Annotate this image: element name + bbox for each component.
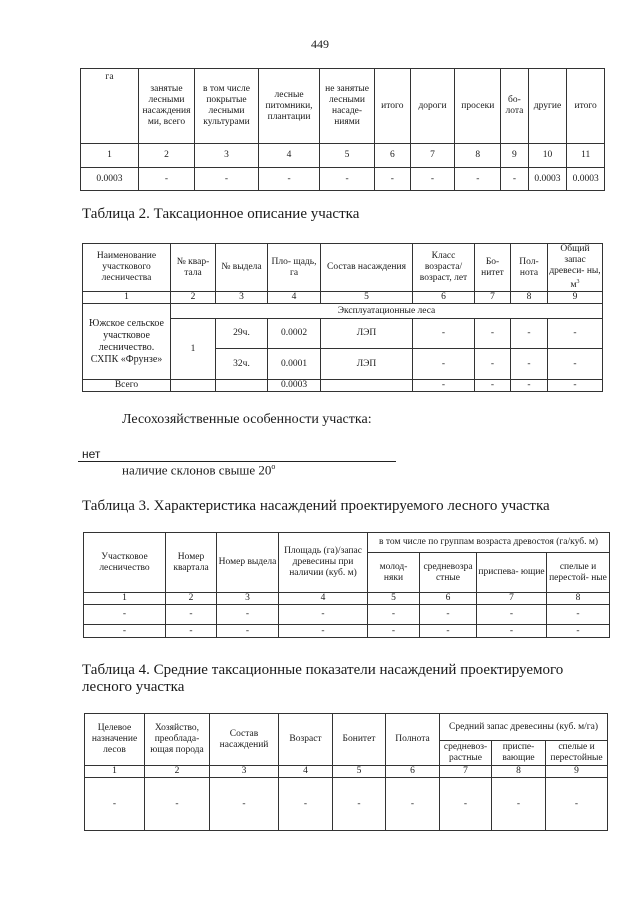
header-cell: другие: [528, 69, 567, 144]
data-cell: -: [217, 625, 279, 638]
data-cell: -: [368, 605, 420, 625]
data-cell: -: [386, 778, 440, 831]
land-table: [80, 68, 605, 191]
number-cell: 3: [217, 593, 279, 605]
group-header: в том числе по группам возраста древостоя (га/куб. м): [368, 533, 610, 553]
total-bonitet: -: [475, 380, 511, 392]
data-cell: -: [210, 778, 279, 831]
density-cell: -: [511, 319, 548, 349]
header-cell: Бо- нитет: [475, 244, 511, 292]
data-cell: -: [320, 168, 375, 191]
table-header-row: [83, 244, 603, 292]
number-cell: 4: [279, 766, 333, 778]
header-cell: Бонитет: [333, 714, 386, 766]
data-cell: -: [492, 778, 546, 831]
number-cell: 9: [546, 766, 608, 778]
table3-title: Таблица 3. Характеристика насаждений проектируемого лесного участка: [82, 498, 550, 514]
subheader-cell: средневозра стные: [420, 553, 477, 593]
features-value: нет: [82, 447, 101, 461]
header-cell: занятые лесными насаждения ми, всего: [138, 69, 194, 144]
column-number-row: [84, 593, 610, 605]
data-cell: -: [420, 605, 477, 625]
number-cell: 1: [84, 593, 166, 605]
header-cell: Площадь (га)/запас древесины при наличии (куб. м): [279, 533, 368, 593]
data-cell: -: [166, 625, 217, 638]
table-row: [81, 168, 605, 191]
number-cell: 4: [259, 144, 320, 168]
data-cell: -: [368, 625, 420, 638]
header-cell: Наименование участкового лесничества: [83, 244, 171, 292]
subheader-cell: спелые и перестойные: [546, 741, 608, 766]
section-label: Эксплуатационные леса: [171, 304, 603, 319]
header-cell: Номер выдела: [217, 533, 279, 593]
number-cell: 2: [166, 593, 217, 605]
data-cell: -: [477, 605, 547, 625]
number-cell: 7: [475, 292, 511, 304]
number-cell: 4: [279, 593, 368, 605]
table-header-row: [84, 533, 610, 553]
table-header-row: [85, 714, 608, 741]
number-cell: 8: [455, 144, 501, 168]
data-cell: -: [279, 778, 333, 831]
features-heading: Лесохозяйственные особенности участка:: [122, 412, 372, 427]
number-cell: 2: [171, 292, 216, 304]
header-cell: Пол- нота: [511, 244, 548, 292]
forest-name-cell: Южское сельское участковое лесничество. СХПК «Фрунзе»: [83, 304, 171, 380]
header-cell: в том числе покрытые лесными культурами: [194, 69, 258, 144]
caption-text: наличие склонов свыше 20: [122, 462, 272, 478]
header-cell: Состав насаждений: [210, 714, 279, 766]
data-cell: -: [138, 168, 194, 191]
number-cell: 1: [81, 144, 139, 168]
number-cell: 2: [138, 144, 194, 168]
header-text: Общий запас древеси- ны, м: [549, 244, 601, 291]
number-cell: 3: [194, 144, 258, 168]
number-cell: 2: [145, 766, 210, 778]
header-cell: Состав насаждения: [321, 244, 413, 292]
table-row: [84, 605, 610, 625]
number-cell: 10: [528, 144, 567, 168]
age-cell: -: [413, 319, 475, 349]
header-cell: итого: [567, 69, 605, 144]
header-cell: Номер квартала: [166, 533, 217, 593]
header-cell: Класс возраста/ возраст, лет: [413, 244, 475, 292]
data-cell: 0.0003: [81, 168, 139, 191]
total-area: 0.0003: [268, 380, 321, 392]
header-cell: Пло- щадь, га: [268, 244, 321, 292]
total-row: [83, 380, 603, 392]
data-cell: -: [501, 168, 528, 191]
number-cell: 8: [547, 593, 610, 605]
density-cell: -: [511, 349, 548, 380]
empty-cell: [216, 380, 268, 392]
number-cell: 5: [321, 292, 413, 304]
empty-cell: [321, 380, 413, 392]
data-cell: -: [477, 625, 547, 638]
number-cell: 8: [492, 766, 546, 778]
superscript: 3: [576, 279, 580, 285]
table-row: [84, 625, 610, 638]
column-number-row: [85, 766, 608, 778]
number-cell: 7: [440, 766, 492, 778]
stock-cell: -: [548, 349, 603, 380]
table2-title: Таблица 2. Таксационное описание участка: [82, 206, 360, 222]
number-cell: 7: [477, 593, 547, 605]
header-cell: [548, 244, 603, 292]
data-cell: -: [194, 168, 258, 191]
group-header: Средний запас древесины (куб. м/га): [440, 714, 608, 741]
data-cell: -: [547, 625, 610, 638]
column-number-row: [81, 144, 605, 168]
age-cell: -: [413, 349, 475, 380]
subheader-cell: молод- няки: [368, 553, 420, 593]
number-cell: 5: [333, 766, 386, 778]
data-cell: 0.0003: [528, 168, 567, 191]
data-cell: -: [455, 168, 501, 191]
number-cell: 11: [567, 144, 605, 168]
number-cell: 9: [548, 292, 603, 304]
data-cell: -: [145, 778, 210, 831]
column-number-row: [83, 292, 603, 304]
number-cell: 4: [268, 292, 321, 304]
table4-title: [82, 662, 563, 696]
subheader-cell: приспе- вающие: [492, 741, 546, 766]
data-cell: -: [546, 778, 608, 831]
total-stock: -: [548, 380, 603, 392]
number-cell: 6: [386, 766, 440, 778]
data-cell: 0.0003: [567, 168, 605, 191]
composition-cell: ЛЭП: [321, 319, 413, 349]
vydel-cell: 29ч.: [216, 319, 268, 349]
header-cell: лесные питомники, плантации: [259, 69, 320, 144]
data-cell: -: [547, 605, 610, 625]
subheader-cell: приспева- ющие: [477, 553, 547, 593]
number-cell: 5: [368, 593, 420, 605]
number-cell: 3: [216, 292, 268, 304]
area-cell: 0.0001: [268, 349, 321, 380]
area-cell: 0.0002: [268, 319, 321, 349]
header-cell: Хозяйство, преоблада- ющая порода: [145, 714, 210, 766]
data-cell: -: [375, 168, 411, 191]
bonitet-cell: -: [475, 349, 511, 380]
empty-cell: [171, 380, 216, 392]
header-cell: Возраст: [279, 714, 333, 766]
header-cell: Участковое лесничество: [84, 533, 166, 593]
number-cell: 9: [501, 144, 528, 168]
header-cell: № квар- тала: [171, 244, 216, 292]
number-cell: 6: [375, 144, 411, 168]
header-cell: просеки: [455, 69, 501, 144]
data-cell: -: [84, 605, 166, 625]
data-cell: -: [410, 168, 455, 191]
bonitet-cell: -: [475, 319, 511, 349]
number-cell: 8: [511, 292, 548, 304]
stock-cell: -: [548, 319, 603, 349]
data-cell: -: [217, 605, 279, 625]
subheader-cell: средневоз- растные: [440, 741, 492, 766]
subheader-cell: спелые и перестой- ные: [547, 553, 610, 593]
table-header-row: [81, 69, 605, 144]
total-density: -: [511, 380, 548, 392]
data-cell: -: [279, 605, 368, 625]
data-cell: -: [166, 605, 217, 625]
vydel-cell: 32ч.: [216, 349, 268, 380]
header-cell: итого: [375, 69, 411, 144]
data-cell: -: [279, 625, 368, 638]
data-cell: -: [440, 778, 492, 831]
table-row: [85, 778, 608, 831]
section-row: [83, 304, 603, 319]
header-cell: не занятые лесными насаде- ниями: [320, 69, 375, 144]
number-cell: 1: [85, 766, 145, 778]
header-cell: Полнота: [386, 714, 440, 766]
number-cell: 1: [83, 292, 171, 304]
header-cell: Целевое назначение лесов: [85, 714, 145, 766]
total-age: -: [413, 380, 475, 392]
total-label: Всего: [83, 380, 171, 392]
header-cell: бо- лота: [501, 69, 528, 144]
stands-table: [83, 532, 610, 638]
table4-title-line2: лесного участка: [82, 679, 185, 695]
number-cell: 7: [410, 144, 455, 168]
header-cell: дороги: [410, 69, 455, 144]
header-cell: № выдела: [216, 244, 268, 292]
composition-cell: ЛЭП: [321, 349, 413, 380]
data-cell: -: [333, 778, 386, 831]
degree-sup: о: [271, 462, 276, 471]
number-cell: 3: [210, 766, 279, 778]
taxation-table: [82, 243, 603, 392]
number-cell: 5: [320, 144, 375, 168]
page-number: 449: [311, 37, 329, 51]
data-cell: -: [420, 625, 477, 638]
quarter-cell: 1: [171, 319, 216, 380]
header-cell: га: [81, 69, 139, 144]
data-cell: -: [85, 778, 145, 831]
features-caption: [122, 462, 275, 478]
average-indicators-table: [84, 713, 608, 831]
table4-title-line1: Таблица 4. Средние таксационные показатели насаждений проектируемого: [82, 662, 564, 678]
number-cell: 6: [420, 593, 477, 605]
data-cell: -: [84, 625, 166, 638]
data-cell: -: [259, 168, 320, 191]
number-cell: 6: [413, 292, 475, 304]
